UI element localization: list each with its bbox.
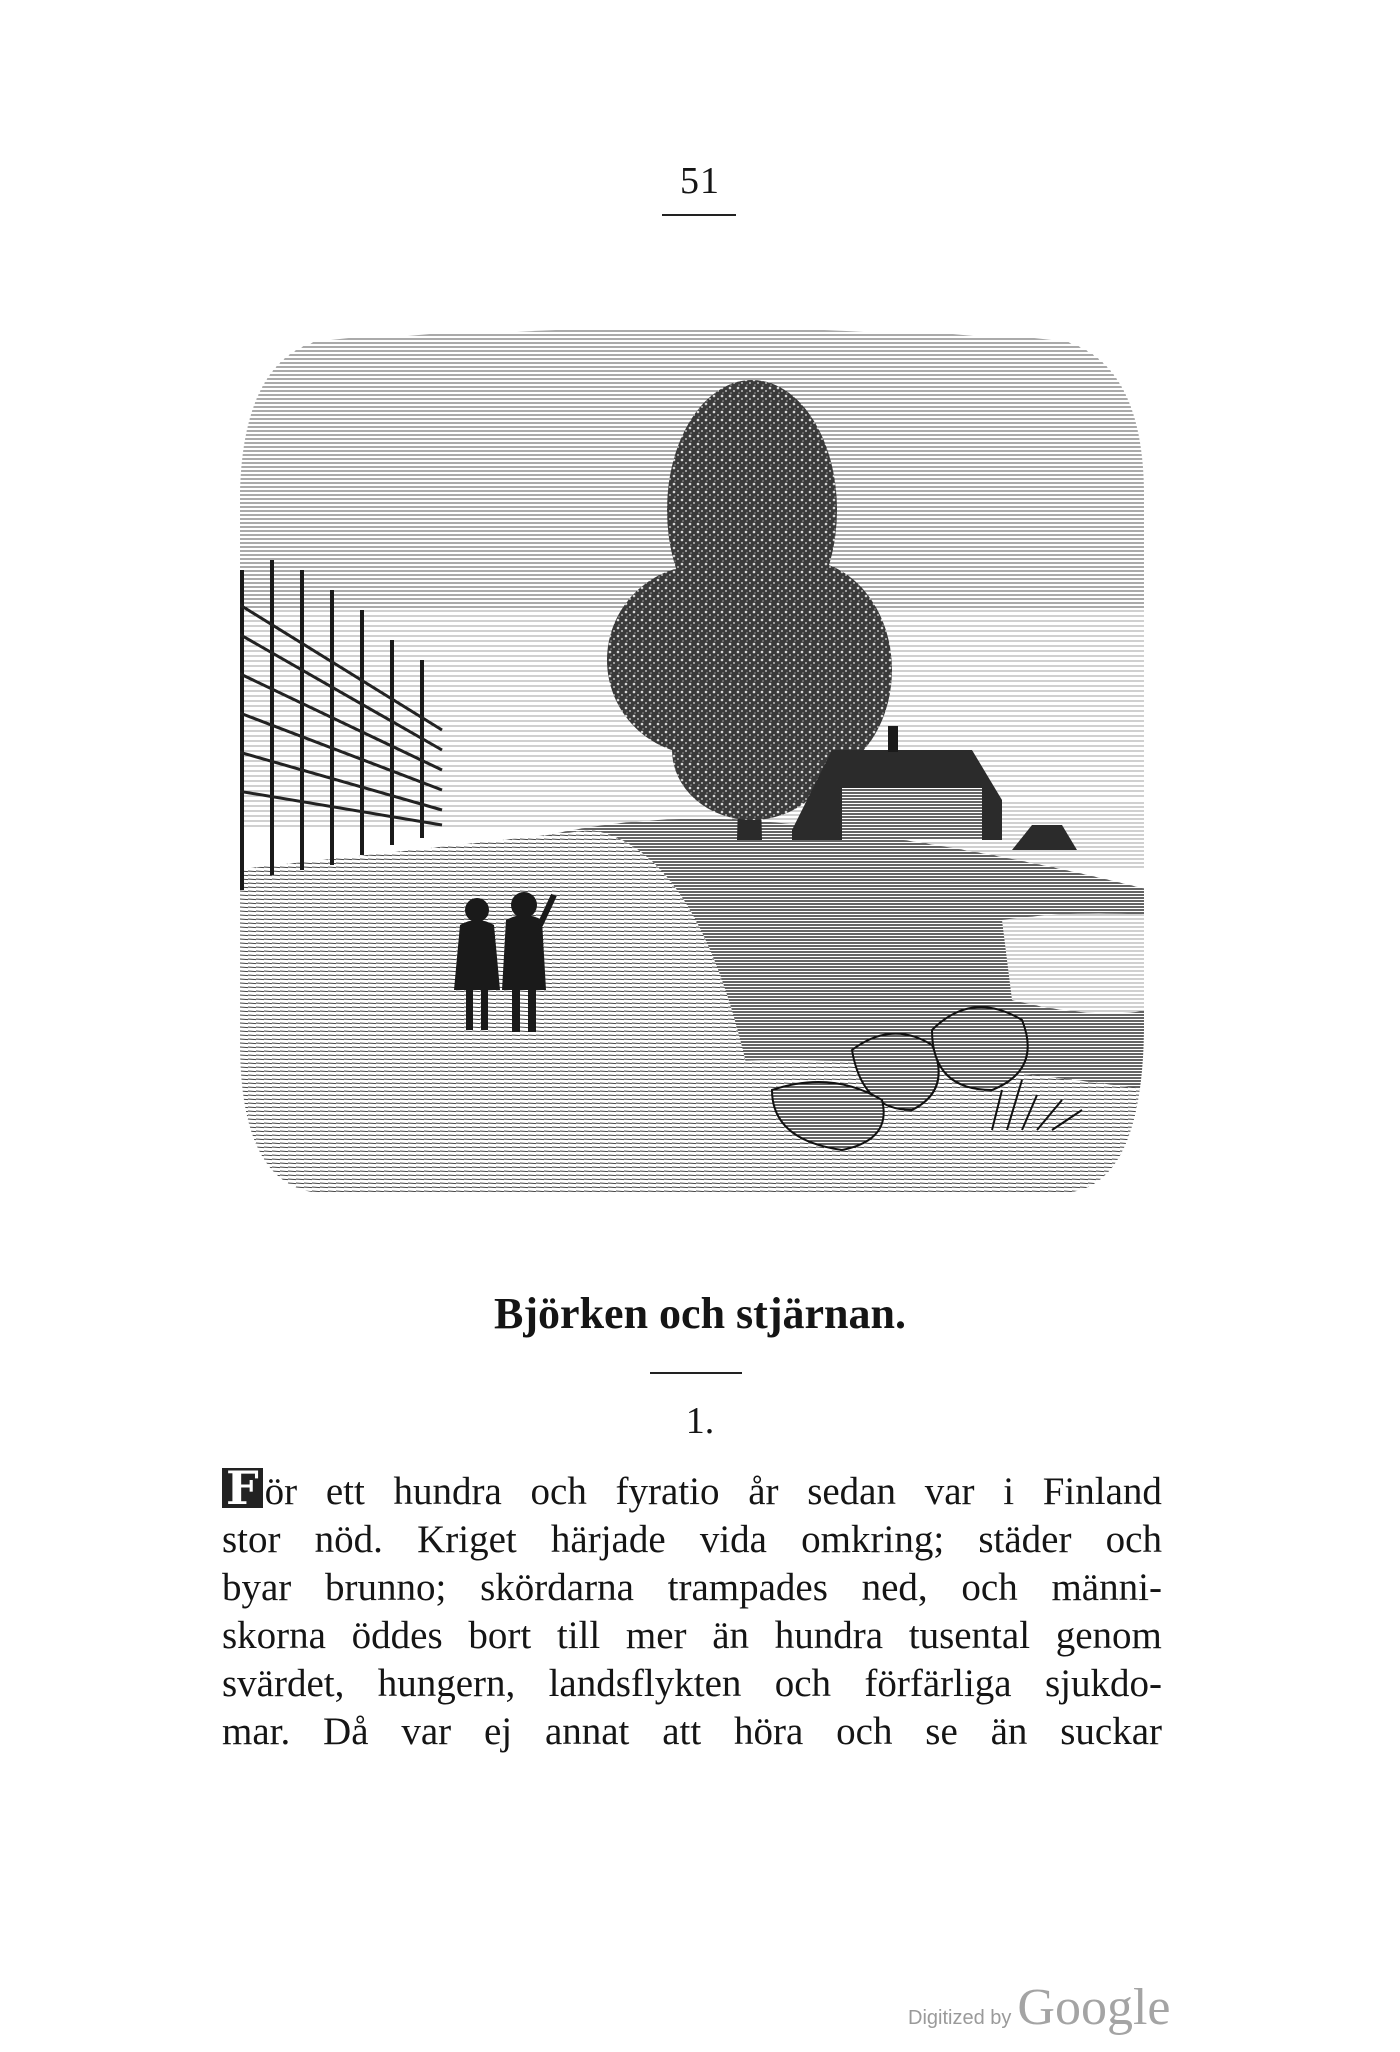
word: år xyxy=(748,1470,779,1513)
word: i xyxy=(1003,1470,1015,1513)
text-line xyxy=(222,1516,1162,1564)
word: ej xyxy=(483,1710,513,1753)
word: städer xyxy=(978,1518,1072,1561)
word: var xyxy=(924,1470,975,1513)
word: byar xyxy=(222,1566,292,1609)
word: Kriget xyxy=(417,1518,517,1561)
word: höra xyxy=(734,1710,804,1753)
title-rule xyxy=(650,1372,742,1374)
word: nöd. xyxy=(314,1518,383,1561)
word: männi- xyxy=(1051,1566,1162,1609)
word: landsflykten xyxy=(548,1662,742,1705)
google-logo: Google xyxy=(1017,1979,1171,2036)
word: Då xyxy=(323,1710,369,1753)
word: brunno; xyxy=(325,1566,447,1609)
text-line xyxy=(222,1660,1162,1708)
word: stor xyxy=(222,1518,281,1561)
word: och xyxy=(1105,1518,1162,1561)
chapter-title: Björken och stjärnan. xyxy=(494,1289,906,1338)
word: skorna xyxy=(222,1614,326,1657)
word: ör xyxy=(264,1470,298,1513)
body-paragraph xyxy=(222,1461,1162,1756)
word: var xyxy=(401,1710,452,1753)
word: och xyxy=(530,1470,587,1513)
text-line xyxy=(222,1708,1162,1756)
word: tusental xyxy=(908,1614,1031,1657)
word: och xyxy=(774,1662,832,1705)
text-line xyxy=(222,1461,1162,1516)
page-number-rule xyxy=(662,214,736,216)
word: och xyxy=(836,1710,893,1753)
word: trampades xyxy=(667,1566,828,1609)
word: skördarna xyxy=(480,1566,634,1609)
word: omkring; xyxy=(801,1518,945,1561)
text-line xyxy=(222,1564,1162,1612)
word: genom xyxy=(1055,1614,1162,1657)
word: svärdet, xyxy=(222,1662,345,1705)
watermark-prefix: Digitized by xyxy=(908,2007,1012,2029)
word: ett xyxy=(325,1470,365,1513)
word: och xyxy=(961,1566,1018,1609)
word: förfärliga xyxy=(864,1662,1012,1705)
word: vida xyxy=(699,1518,767,1561)
word: mer xyxy=(625,1614,687,1657)
word: suckar xyxy=(1060,1710,1162,1753)
word: mar. xyxy=(222,1710,291,1753)
word: till xyxy=(556,1614,601,1657)
drop-cap: F xyxy=(222,1468,263,1508)
word: hungern, xyxy=(377,1662,516,1705)
word: fyratio xyxy=(615,1470,720,1513)
page-number: 51 xyxy=(680,160,720,202)
word: sedan xyxy=(807,1470,896,1513)
word: att xyxy=(662,1710,702,1753)
word: ned, xyxy=(861,1566,928,1609)
word: hundra xyxy=(774,1614,884,1657)
engraving-illustration xyxy=(232,330,1150,1200)
word: annat xyxy=(544,1710,630,1753)
word: än xyxy=(712,1614,750,1657)
word: öddes xyxy=(351,1614,443,1657)
word: bort xyxy=(468,1614,532,1657)
text-line xyxy=(222,1612,1162,1660)
word: härjade xyxy=(550,1518,666,1561)
word: se xyxy=(925,1710,958,1753)
engraving-landscape-icon xyxy=(232,330,1150,1200)
section-number: 1. xyxy=(685,1400,715,1442)
word: sjukdo- xyxy=(1044,1662,1162,1705)
word: än xyxy=(990,1710,1028,1753)
word: Finland xyxy=(1042,1470,1162,1513)
digitized-by-watermark xyxy=(908,1978,1170,2037)
word: hundra xyxy=(393,1470,502,1513)
